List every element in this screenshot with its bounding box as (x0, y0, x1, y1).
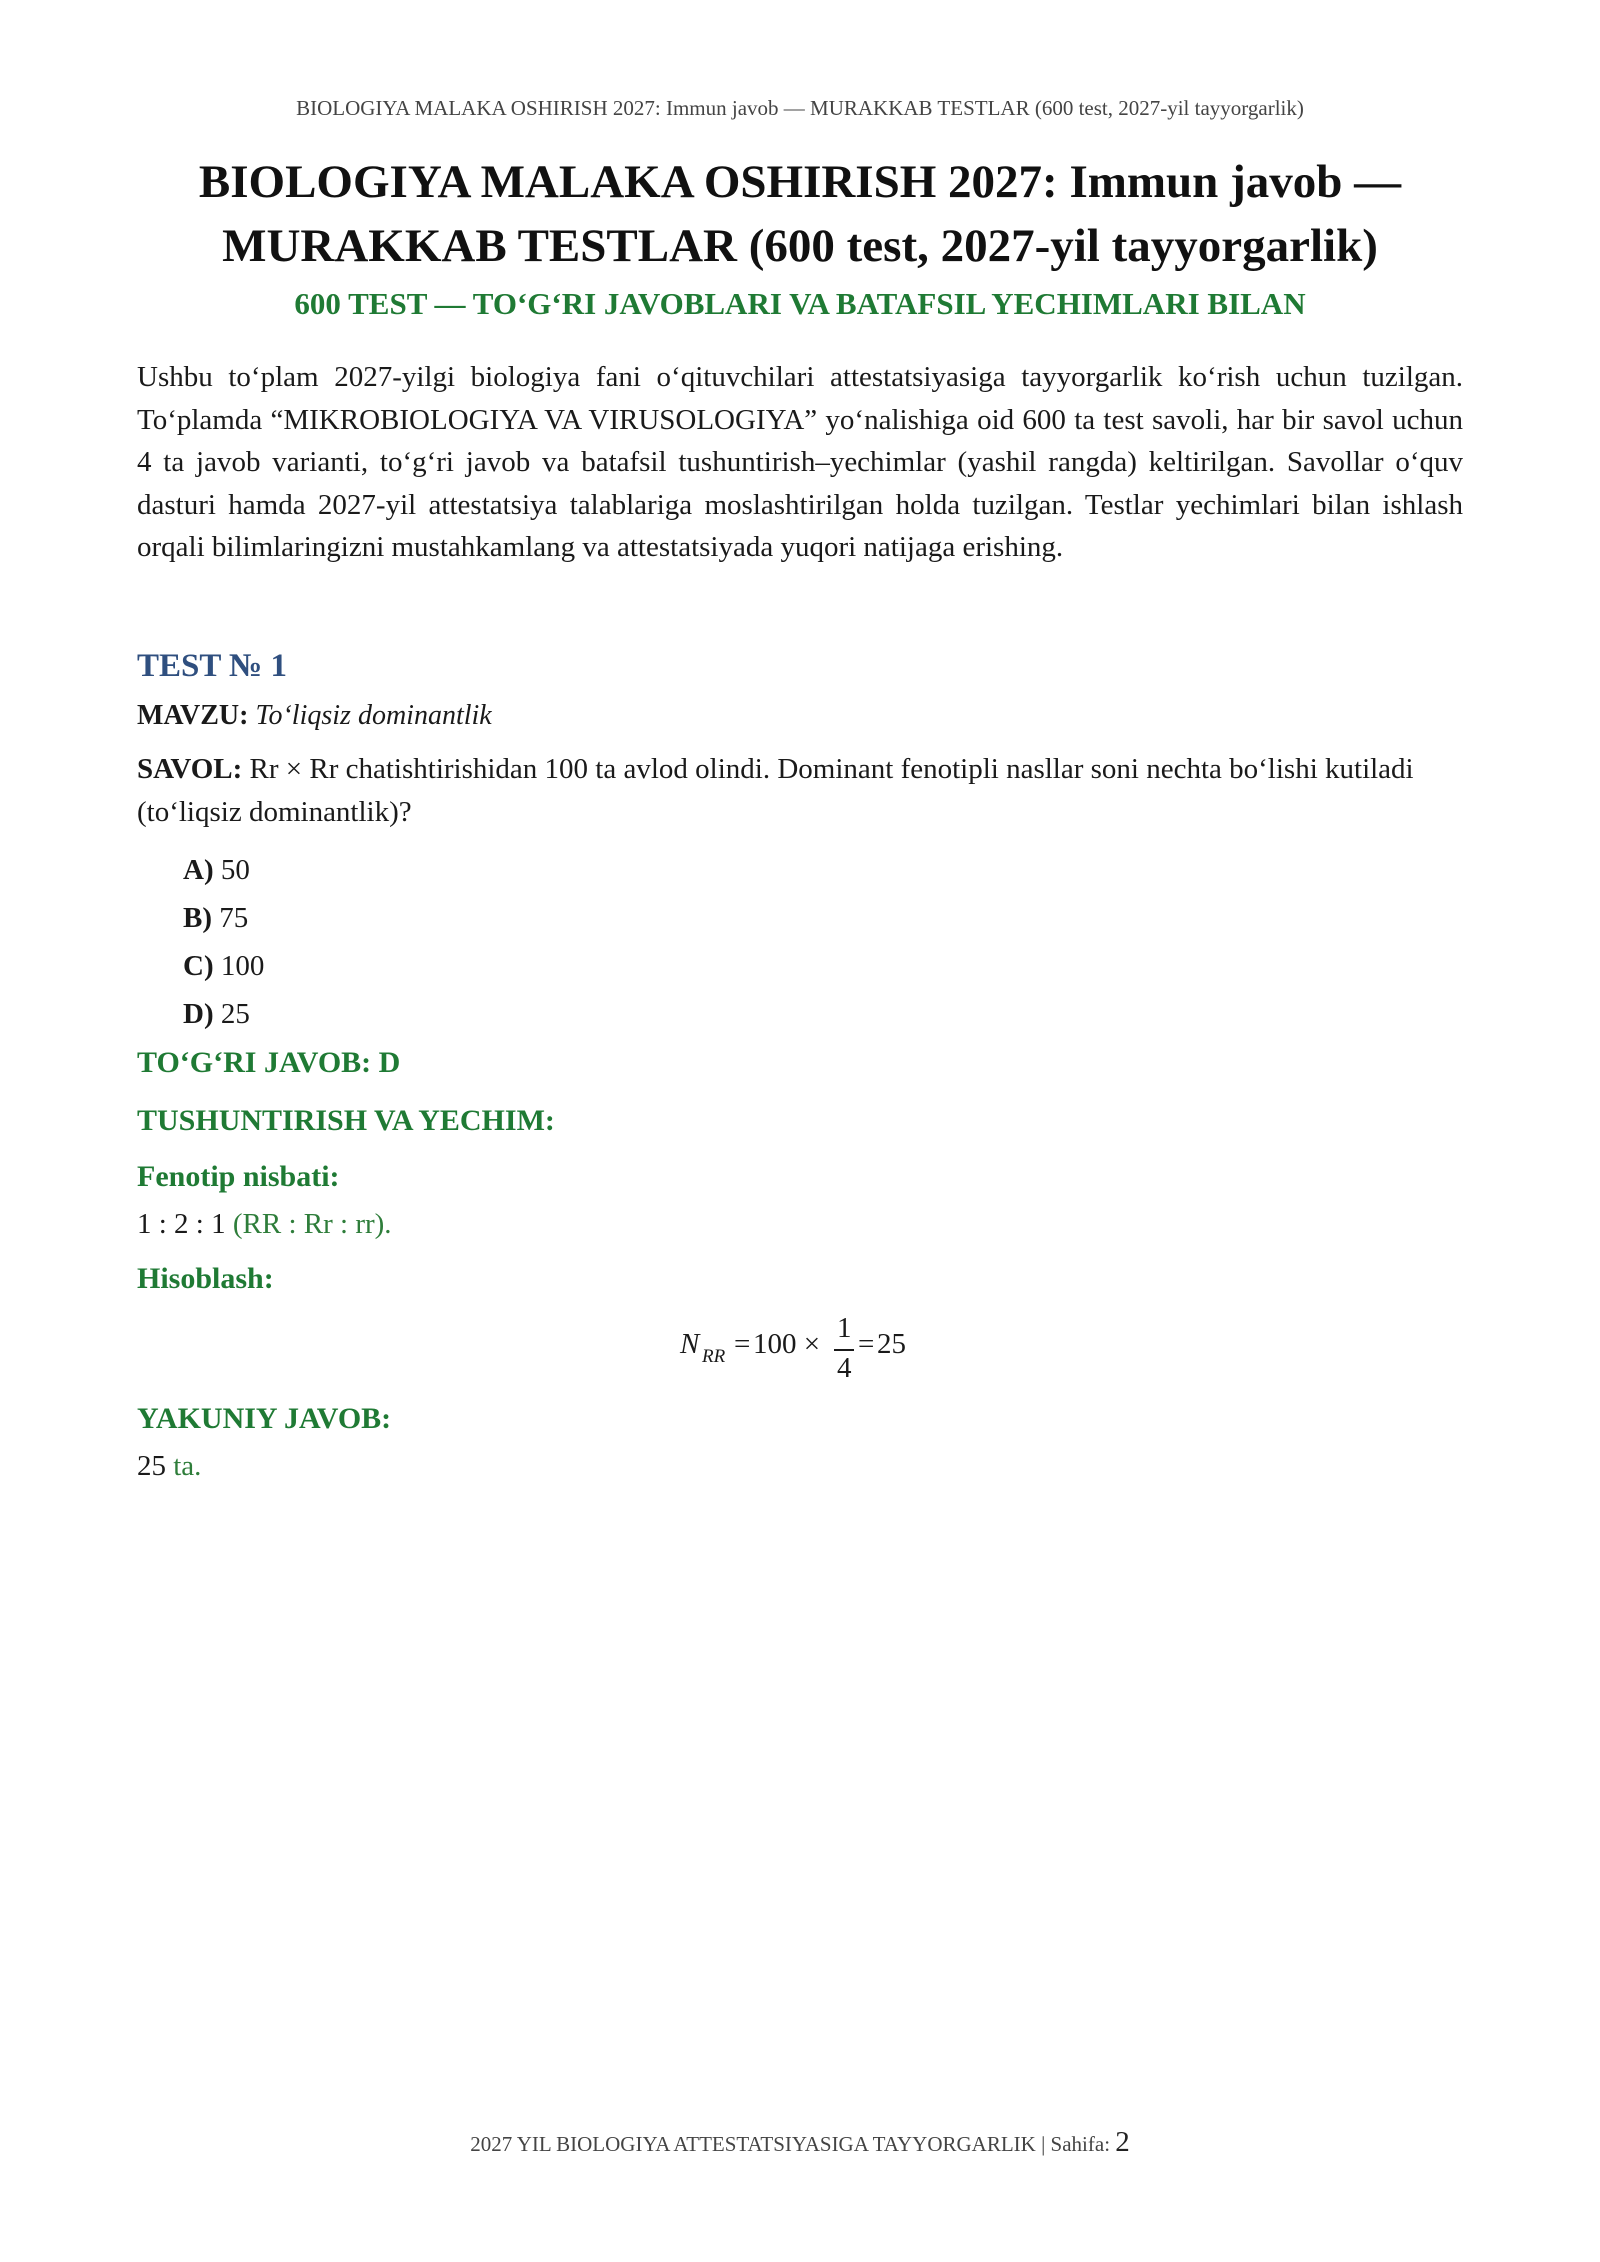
explanation-heading: TUSHUNTIRISH VA YECHIM: (137, 1104, 555, 1137)
title-line-2: MURAKKAB TESTLAR (600 test, 2027-yil tayyorgarlik) (222, 220, 1378, 272)
option-b (183, 896, 264, 944)
option-c (183, 944, 264, 992)
final-answer-heading: YAKUNIY JAVOB: (137, 1402, 392, 1435)
option-text: 100 (220, 950, 265, 982)
option-text: 25 (220, 998, 250, 1030)
formula (680, 1312, 940, 1388)
footer-page-label: Sahifa: (1050, 2132, 1111, 2156)
option-letter: B) (183, 902, 212, 934)
running-header: BIOLOGIYA MALAKA OSHIRISH 2027: Immun javob — MURAKKAB TESTLAR (600 test, 2027-yil tayyorgarlik) (296, 96, 1304, 120)
question-label: SAVOL: (137, 753, 243, 785)
formula-equals-1: = (734, 1328, 751, 1360)
question-text: Rr × Rr chatishtirishidan 100 ta avlod olindi. Dominant fenotipli nasllar soni nechta bo‘lishi kutiladi (to‘liqsiz dominantlik)? (137, 753, 1414, 828)
fraction-bar (834, 1349, 854, 1351)
formula-equals-2: = (858, 1328, 875, 1360)
formula-subscript: RR (702, 1346, 726, 1367)
title-line-1: BIOLOGIYA MALAKA OSHIRISH 2027: Immun javob — (198, 156, 1402, 208)
final-answer-unit: ta. (173, 1450, 202, 1482)
calc-heading: Hisoblash: (137, 1262, 274, 1295)
formula-result: 25 (877, 1328, 906, 1360)
correct-answer: TO‘G‘RI JAVOB: D (137, 1046, 401, 1079)
fraction-denominator: 4 (837, 1352, 852, 1384)
final-answer-value: 25 (137, 1450, 166, 1482)
formula-lhs: 100 × (753, 1328, 821, 1360)
footer-page-number: 2 (1115, 2126, 1130, 2158)
page-title (120, 150, 1480, 278)
topic-line (137, 700, 492, 732)
fraction-numerator: 1 (837, 1312, 852, 1344)
phenotype-ratio-line (137, 1208, 392, 1241)
option-d (183, 992, 264, 1040)
final-answer-line (137, 1450, 201, 1483)
test-heading: TEST № 1 (137, 648, 287, 684)
page-footer (0, 2126, 1600, 2159)
footer-separator: | (1041, 2132, 1046, 2156)
phenotype-detail: (RR : Rr : rr). (232, 1208, 392, 1240)
intro-paragraph: Ushbu to‘plam 2027-yilgi biologiya fani o‘qituvchilari attestatsiyasiga tayyorgarlik ko‘rish uchun tuzilgan. To‘plamda “MIKROBIOLOGIYA VA VIRUSOLOGIYA” yo‘nalishiga oid 600 ta test savoli, har bir savol uchun 4 ta javob varianti, to‘g‘ri javob va batafsil tushuntirish–yechimlar (yashil rangda) keltirilgan. Savollar o‘quv dasturi hamda 2027-yil attestatsiya talablariga moslashtirilgan holda tuzilgan. Testlar yechimlari bilan ishlash orqali bilimlaringizni mustahkamlang va attestatsiyada yuqori natijaga erishing. (137, 361, 1463, 563)
option-text: 50 (220, 854, 250, 886)
page-subtitle: 600 TEST — TO‘G‘RI JAVOBLARI VA BATAFSIL YECHIMLARI BILAN (294, 286, 1306, 321)
phenotype-ratio: 1 : 2 : 1 (137, 1208, 226, 1240)
option-letter: C) (183, 950, 214, 982)
topic-text: To‘liqsiz dominantlik (255, 700, 492, 731)
phenotype-heading: Fenotip nisbati: (137, 1160, 340, 1193)
option-text: 75 (219, 902, 249, 934)
option-letter: A) (183, 854, 214, 886)
formula-fraction (834, 1312, 854, 1388)
formula-variable: N (680, 1328, 700, 1360)
option-letter: D) (183, 998, 214, 1030)
footer-text: 2027 YIL BIOLOGIYA ATTESTATSIYASIGA TAYYORGARLIK (470, 2132, 1036, 2156)
answer-options (183, 848, 264, 1040)
question-block (137, 748, 1463, 834)
topic-label: MAVZU: (137, 700, 249, 731)
option-a (183, 848, 264, 896)
